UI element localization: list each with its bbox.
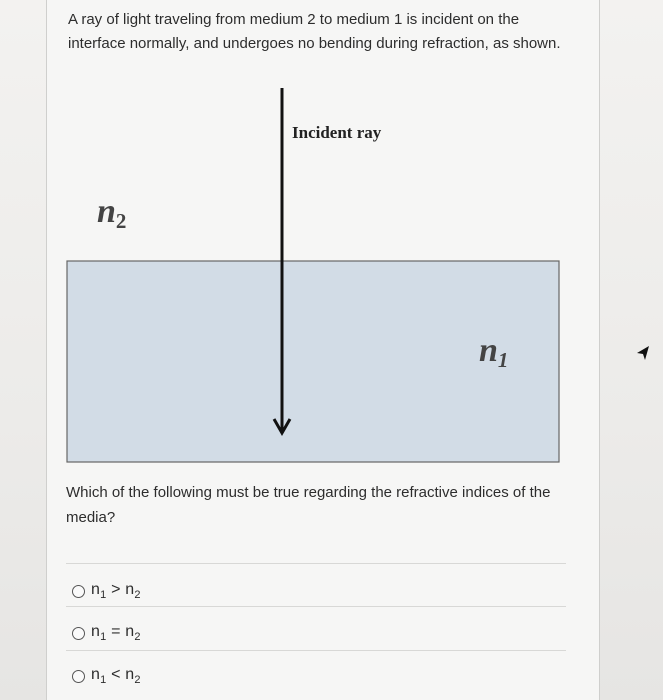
option-label: $n_1 > n_2$ — [91, 580, 141, 602]
divider — [66, 650, 566, 651]
option-label: $n_1 < n_2$ — [91, 665, 141, 687]
option-n1-equal-n2[interactable] — [72, 622, 141, 644]
option-n1-greater-n2[interactable] — [72, 580, 141, 602]
question-text: A ray of light traveling from medium 2 to medium 1 is incident on the interface normally, and undergoes no bending during refraction, as shown. — [68, 11, 561, 52]
medium2-label-n: n — [97, 193, 116, 230]
mouse-cursor-icon — [636, 345, 650, 361]
incident-ray-label: Incident ray — [292, 123, 382, 142]
radio-icon[interactable] — [72, 627, 85, 640]
radio-icon[interactable] — [72, 670, 85, 683]
medium1-label-sub: 1 — [497, 348, 509, 372]
prompt-text: Which of the following must be true regarding the refractive indices of the media? — [66, 484, 551, 526]
medium2-label — [97, 193, 126, 233]
medium2-label-sub: 2 — [115, 209, 127, 233]
radio-icon[interactable] — [72, 585, 85, 598]
divider — [66, 563, 566, 564]
divider — [66, 606, 566, 607]
option-label: $n_1 = n_2$ — [91, 622, 141, 644]
medium1-label-n: n — [479, 332, 498, 369]
option-n1-less-n2[interactable] — [72, 665, 141, 687]
